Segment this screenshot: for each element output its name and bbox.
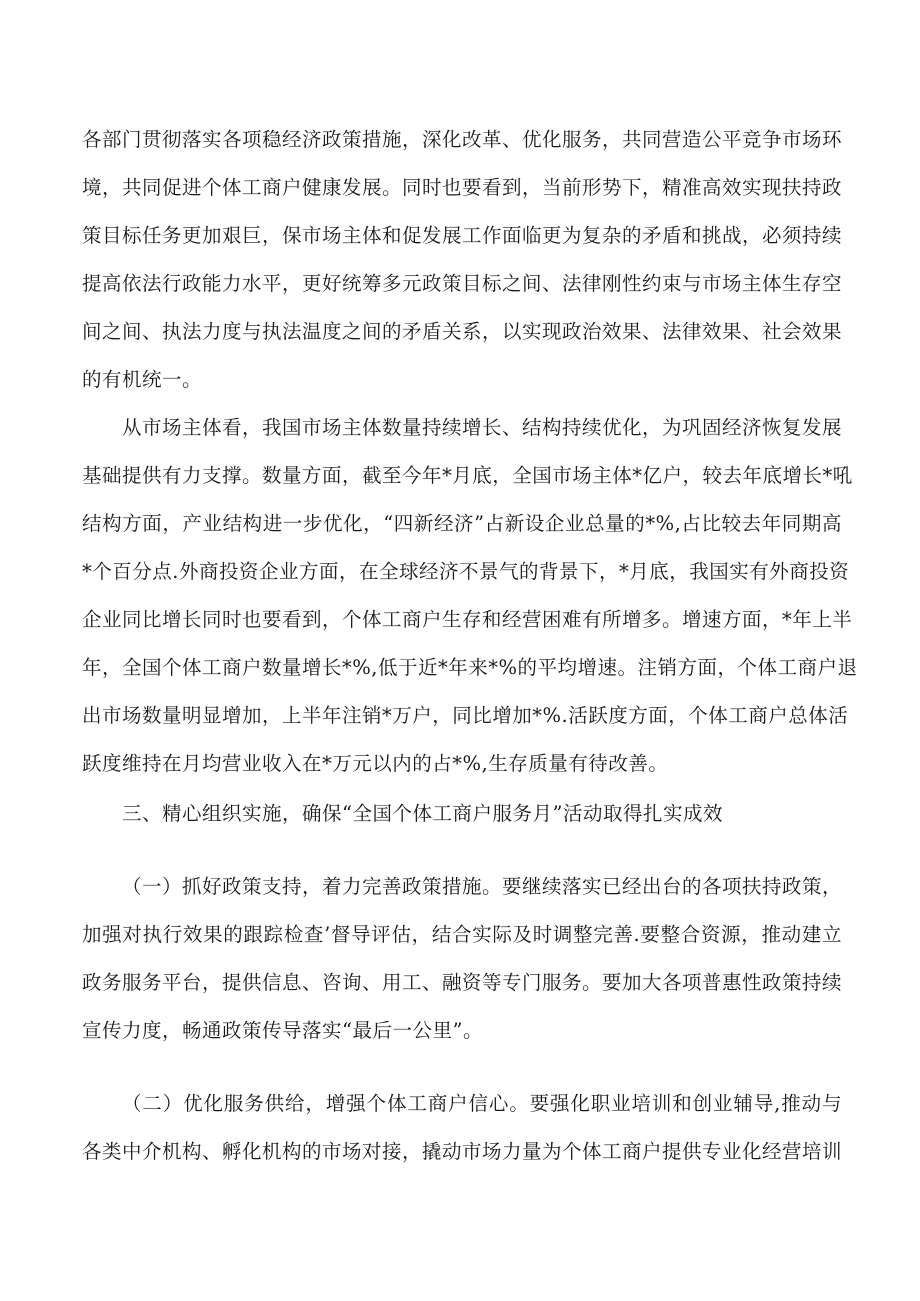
- text-line: 的有机统一。: [82, 368, 203, 391]
- text-line: 策目标任务更加艰巨，保市场主体和促发展工作面临更为复杂的矛盾和挑战，必须持续: [82, 224, 843, 247]
- section-heading: 三、精心组织实施，确保“全国个体工商户服务月”活动取得扎实成效: [122, 802, 723, 825]
- text-line: 出市场数量明显增加，上半年注销*万户，同比增加*%.活跃度方面，个体工商户总体活: [82, 704, 849, 727]
- text-line: 政务服务平台，提供信息、咨询、用工、融资等专门服务。要加大各项普惠性政策持续: [82, 971, 843, 994]
- text-line: 各部门贯彻落实各项稳经济政策措施，深化改革、优化服务，共同营造公平竞争市场环: [82, 128, 843, 151]
- paragraph-first-line: （一）抓好政策支持，着力完善政策措施。要继续落实已经出台的各项扶持政策，: [122, 875, 843, 898]
- text-line: 各类中介机构、孵化机构的市场对接，撬动市场力量为个体工商户提供专业化经营培训: [82, 1140, 843, 1163]
- text-line: *个百分点.外商投资企业方面，在全球经济不景气的背景下，*月底，我国实有外商投资: [82, 560, 850, 583]
- text-line: 间之间、执法力度与执法温度之间的矛盾关系，以实现政治效果、法律效果、社会效果: [82, 320, 843, 343]
- text-line: 跃度维持在月均营业收入在*万元以内的占*%,生存质量有待改善。: [82, 752, 669, 775]
- text-line: 加强对执行效果的跟踪检查’督导评估，结合实际及时调整完善.要整合资源，推动建立: [82, 923, 842, 946]
- text-line: 年，全国个体工商户数量增长*%,低于近*年来*%的平均增速。注销方面，个体工商户退: [82, 656, 858, 679]
- text-line: 企业同比增长同时也要看到，个体工商户生存和经营困难有所增多。增速方面，*年上半: [82, 608, 853, 631]
- text-line: 结构方面，产业结构进一步优化，“四新经济”占新设企业总量的*%,占比较去年同期高: [82, 512, 842, 535]
- paragraph-first-line: 从市场主体看，我国市场主体数量持续增长、结构持续优化，为巩固经济恢复发展: [122, 416, 843, 439]
- text-line: 境，共同促进个体工商户健康发展。同时也要看到，当前形势下，精准高效实现扶持政: [82, 176, 843, 199]
- text-line: 宣传力度，畅通政策传导落实“最后一公里”。: [82, 1019, 483, 1042]
- text-line: 基础提供有力支撑。数量方面，截至今年*月底，全国市场主体*亿户，较去年底增长*吼: [82, 464, 853, 487]
- paragraph-first-line: （二）优化服务供给，增强个体工商户信心。要强化职业培训和创业辅导,推动与: [122, 1092, 842, 1115]
- text-line: 提高依法行政能力水平，更好统筹多元政策目标之间、法律刚性约束与市场主体生存空: [82, 272, 843, 295]
